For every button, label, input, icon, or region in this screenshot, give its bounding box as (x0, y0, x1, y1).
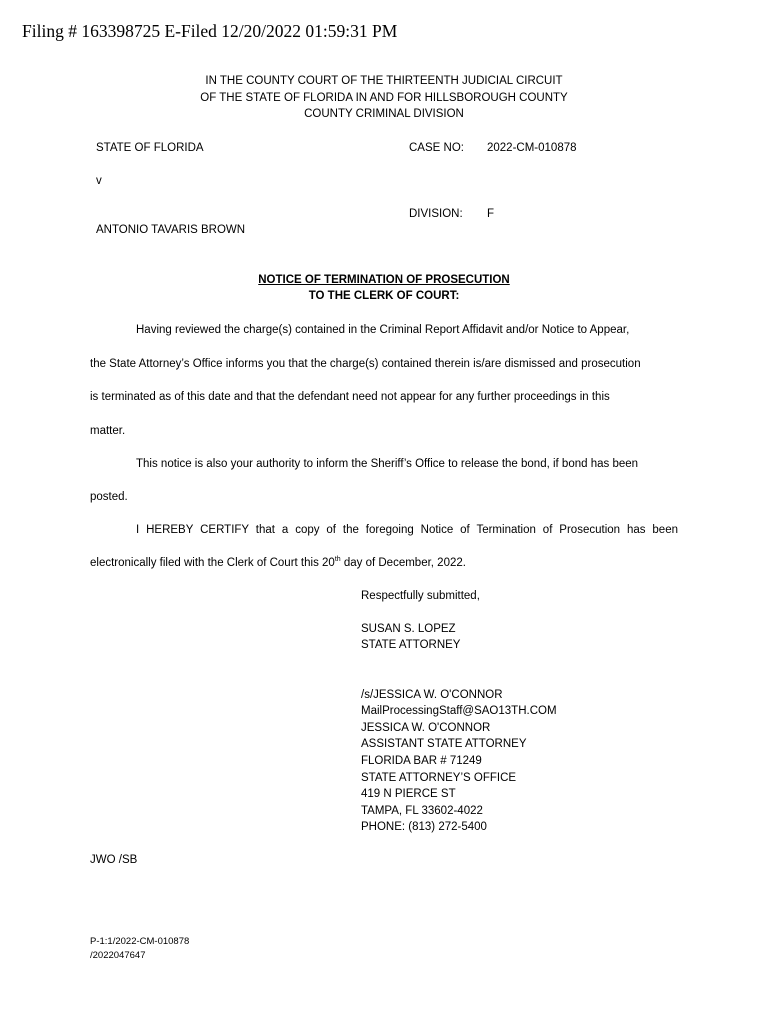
filing-stamp: Filing # 163398725 E-Filed 12/20/2022 01:59:31 PM (22, 21, 398, 41)
certify-date-post: day of December, 2022. (340, 557, 466, 569)
phone-line: PHONE: (813) 272-5400 (361, 821, 487, 833)
state-attorney-title: STATE ATTORNEY (361, 639, 461, 651)
closing: Respectfully submitted, (361, 590, 480, 602)
notice-subtitle: TO THE CLERK OF COURT: (308, 290, 460, 302)
footer-line-1: P-1:1/2022-CM-010878 (90, 936, 190, 947)
initials: JWO /SB (90, 854, 138, 866)
city-line: TAMPA, FL 33602-4022 (361, 805, 483, 817)
state-attorney-name: SUSAN S. LOPEZ (361, 623, 456, 635)
defendant: ANTONIO TAVARIS BROWN (96, 224, 246, 236)
versus: v (96, 175, 102, 187)
attorney-title-line: ASSISTANT STATE ATTORNEY (361, 738, 527, 750)
certify-date-suffix: th (334, 556, 341, 564)
street-line: 419 N PIERCE ST (361, 788, 456, 800)
paragraph-3-line-2 (90, 557, 466, 569)
certify-date-pre: electronically filed with the Clerk of Court this 20 (90, 557, 335, 569)
attorney-name-line: JESSICA W. O'CONNOR (361, 722, 491, 734)
paragraph-3-line-1: I HEREBY CERTIFY that a copy of the foregoing Notice of Termination of Prosecution has been (136, 524, 678, 536)
division-label: DIVISION: (409, 208, 463, 220)
office-line: STATE ATTORNEY’S OFFICE (361, 772, 517, 784)
signature-line: /s/JESSICA W. O'CONNOR (361, 689, 503, 701)
court-header-line-3: COUNTY CRIMINAL DIVISION (304, 108, 464, 120)
plaintiff: STATE OF FLORIDA (96, 142, 204, 154)
notice-title: NOTICE OF TERMINATION OF PROSECUTION (258, 274, 510, 286)
division: F (487, 208, 495, 220)
footer-line-2: /2022047647 (90, 950, 146, 961)
paragraph-1-line-4: matter. (90, 425, 126, 437)
paragraph-1-line-3: is terminated as of this date and that the defendant need not appear for any further proceedings in this (90, 391, 610, 403)
paragraph-2-line-1: This notice is also your authority to inform the Sheriff’s Office to release the bond, if bond has been (136, 458, 639, 470)
paragraph-1-line-2: the State Attorney’s Office informs you that the charge(s) contained therein is/are dismissed and prosecution (90, 358, 641, 370)
paragraph-1-line-1: Having reviewed the charge(s) contained in the Criminal Report Affidavit and/or Notice to Appear, (136, 324, 630, 336)
email-line: MailProcessingStaff@SAO13TH.COM (361, 705, 557, 717)
paragraph-2-line-2: posted. (90, 491, 128, 503)
bar-number-line: FLORIDA BAR # 71249 (361, 755, 482, 767)
court-header-line-2: OF THE STATE OF FLORIDA IN AND FOR HILLSBOROUGH COUNTY (200, 92, 568, 104)
case-no-label: CASE NO: (409, 142, 464, 154)
court-header-line-1: IN THE COUNTY COURT OF THE THIRTEENTH JUDICIAL CIRCUIT (205, 75, 563, 87)
case-no: 2022-CM-010878 (487, 142, 577, 154)
